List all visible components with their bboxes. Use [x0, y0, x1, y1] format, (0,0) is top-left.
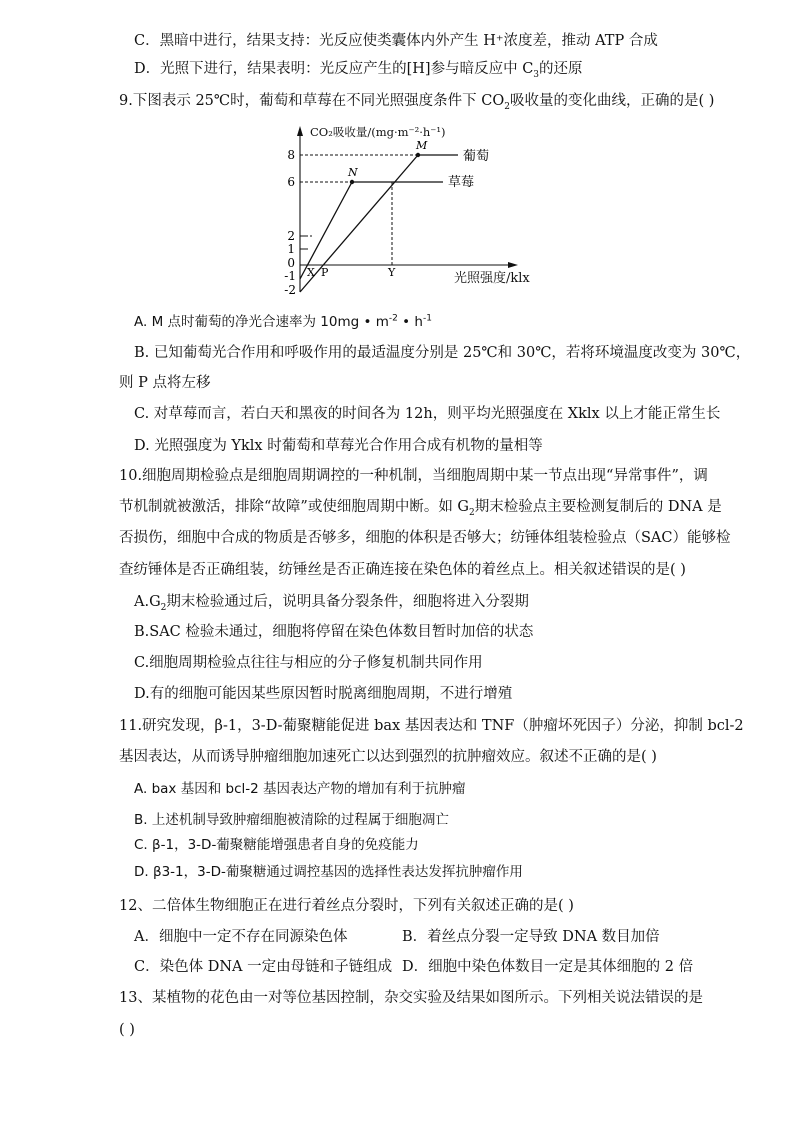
q12-option-a: A．细胞中一定不存在同源染色体: [134, 929, 348, 945]
q9-option-b-line2: 则 P 点将左移: [119, 375, 211, 391]
q12-option-d: D．细胞中染色体数目一定是其体细胞的 2 倍: [402, 959, 694, 975]
y-tick-label: 1: [287, 242, 295, 256]
y-axis-arrow: [297, 126, 303, 136]
q10-option-d: D.有的细胞可能因某些原因暂时脱离细胞周期，不进行增殖: [134, 686, 513, 702]
q8-option-d: D．光照下进行，结果表明：光反应产生的[H]参与暗反应中 $C_3$的还原: [134, 61, 583, 80]
q10-stem-line3: 否损伤，细胞中合成的物质是否够多，细胞的体积是否够大；纺锤体组装检验点（SAC）能够检: [119, 530, 731, 546]
q13-stem-line2: ( ): [119, 1022, 135, 1038]
q9-option-a: A. M 点时葡萄的净光合速率为 10mg • $m^{-2}$ • $h^{-1}$: [134, 313, 432, 330]
legend-grape: 葡萄: [463, 149, 490, 164]
q10-stem-line1: 10.细胞周期检验点是细胞周期调控的一种机制，当细胞周期中某一节点出现“异常事件”，调: [119, 468, 708, 484]
q12-option-b: B．着丝点分裂一定导致 DNA 数目加倍: [402, 929, 660, 945]
q11-option-d: D. β3-1，3-D-葡聚糖通过调控基因的选择性表达发挥抗肿瘤作用: [134, 864, 523, 880]
q11-stem-line2: 基因表达，从而诱导肿瘤细胞加速死亡以达到强烈的抗肿瘤效应。叙述不正确的是( ): [119, 749, 657, 765]
label-m: M: [416, 139, 428, 152]
x-axis-arrow: [508, 262, 518, 268]
q11-option-c: C. β-1，3-D-葡聚糖能增强患者自身的免疫能力: [134, 837, 419, 853]
q9-option-b-line1: B. 已知葡萄光合作用和呼吸作用的最适温度分别是 25℃和 30℃，若将环境温度改变为 30℃，: [134, 345, 751, 361]
point-m: [416, 153, 420, 157]
x-tick-label: P: [321, 266, 329, 279]
q13-stem-line1: 13、某植物的花色由一对等位基因控制，杂交实验及结果如图所示。下列相关说法错误的是: [119, 990, 703, 1006]
q10-stem-line4: 查纺锤体是否正确组装，纺锤丝是否正确连接在染色体的着丝点上。相关叙述错误的是( ): [119, 562, 686, 578]
q9-stem: 9.下图表示 25℃时，葡萄和草莓在不同光照强度条件下 $CO_2$吸收量的变化曲线，正确的是( ): [119, 93, 715, 112]
q11-stem-line1: 11.研究发现，β-1，3-D-葡聚糖能促进 bax 基因表达和 TNF（肿瘤坏死因子）分泌，抑制 bcl-2: [119, 718, 744, 734]
y-tick-label: 6: [287, 175, 295, 189]
co2-light-chart: [278, 118, 548, 300]
q10-option-b: B.SAC 检验未通过，细胞将停留在染色体数目暂时加倍的状态: [134, 624, 534, 640]
q10-stem-line2: 节机制就被激活，排除“故障”或使细胞周期中断。如 $G_2$期末检验点主要检测复制后的 DNA 是: [119, 499, 722, 518]
label-n: N: [348, 166, 358, 179]
x-tick-label: X: [307, 266, 315, 279]
q12-option-c: C．染色体 DNA 一定由母链和子链组成: [134, 959, 393, 975]
q10-option-a: $A.G_2$期末检验通过后，说明具备分裂条件，细胞将进入分裂期: [134, 594, 529, 613]
q9-option-d: D. 光照强度为 Yklx 时葡萄和草莓光合作用合成有机物的量相等: [134, 438, 543, 454]
q10-option-c: C.细胞周期检验点往往与相应的分子修复机制共同作用: [134, 655, 483, 671]
q11-option-a: A. bax 基因和 bcl-2 基因表达产物的增加有利于抗肿瘤: [134, 781, 466, 797]
q11-option-b: B. 上述机制导致肿瘤细胞被清除的过程属于细胞凋亡: [134, 812, 449, 828]
q9-option-c: C. 对草莓而言，若白天和黑夜的时间各为 12h，则平均光照强度在 Xklx 以上才能正常生长: [134, 406, 721, 422]
x-axis-label: 光照强度/klx: [454, 271, 530, 286]
legend-strawberry: 草莓: [448, 175, 475, 190]
grape-curve: [300, 155, 418, 292]
point-n: [350, 180, 354, 184]
y-tick-label: 2: [287, 229, 295, 243]
x-tick-label: Y: [388, 266, 396, 279]
y-tick-label: -1: [284, 269, 296, 283]
q8-option-c: C．黑暗中进行，结果支持：光反应使类囊体内外产生 H⁺浓度差，推动 ATP 合成: [134, 33, 658, 49]
y-axis-label: CO₂吸收量/(mg·m⁻²·h⁻¹): [310, 125, 446, 139]
q12-stem: 12、二倍体生物细胞正在进行着丝点分裂时，下列有关叙述正确的是( ): [119, 898, 574, 914]
y-tick-label: 0: [287, 256, 295, 270]
y-tick-label: 8: [287, 148, 295, 162]
y-tick-label: -2: [284, 283, 296, 297]
